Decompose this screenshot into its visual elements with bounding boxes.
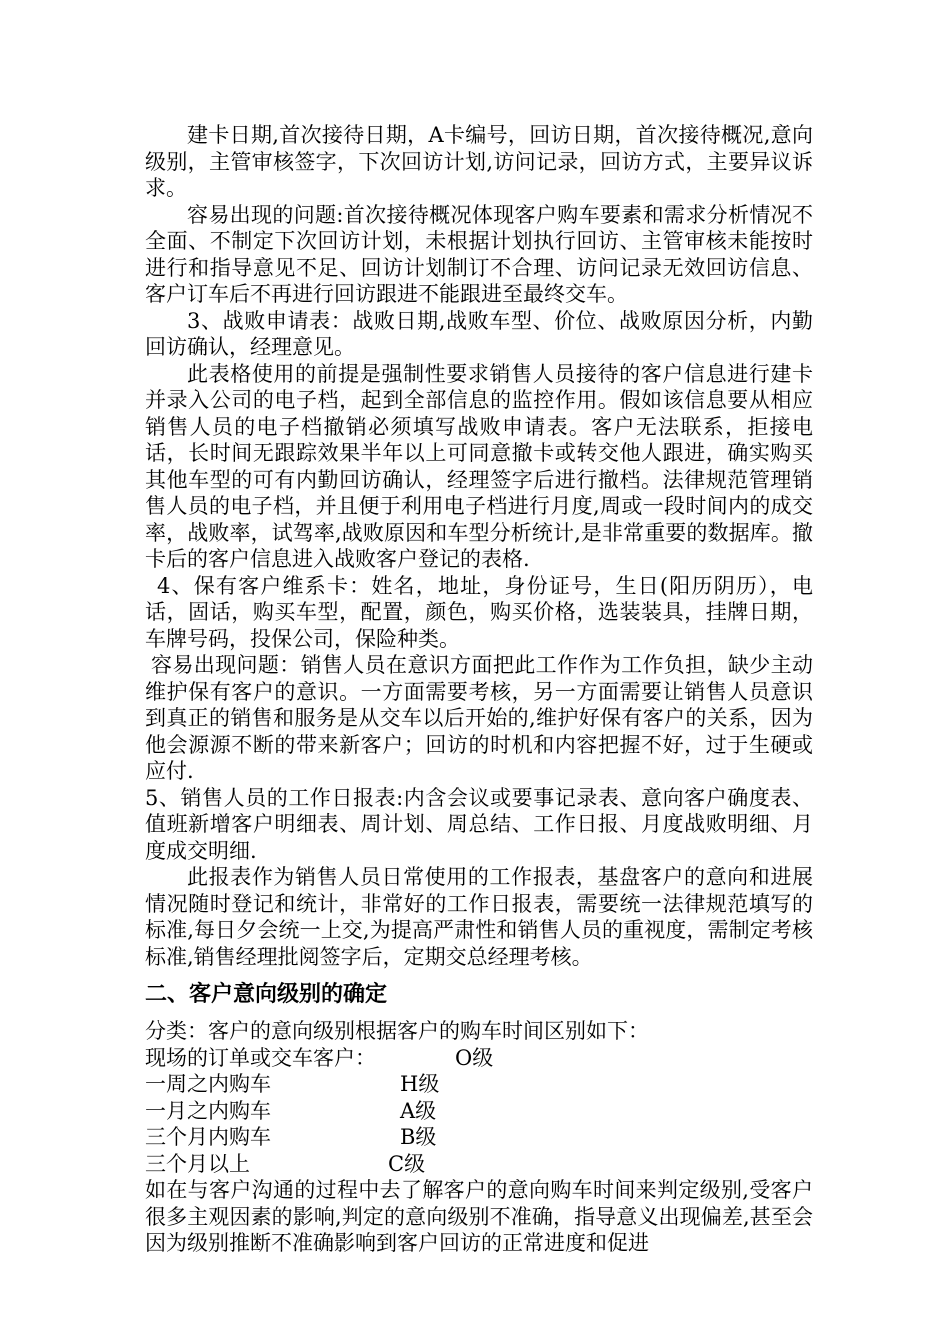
paragraph-card-fields: 建卡日期,首次接待日期，A卡编号，回访日期，首次接待概况,意向级别，主管审核签字，下次回访计划,访问记录，回访方式，主要异议诉求。 (145, 123, 813, 200)
document-page (145, 122, 813, 1257)
level-value: H级 (400, 1072, 440, 1096)
closing-paragraph: 如在与客户沟通的过程中去了解客户的意向购车时间来判定级别,受客户很多主观因素的影响,判定的意向级别不准确，指导意义出现偏差,甚至会因为级别推断不准确影响到客户回访的正常进度和促进 (145, 1178, 813, 1255)
level-value: B级 (400, 1125, 437, 1149)
level-value: A级 (400, 1098, 437, 1123)
level-row (145, 1098, 813, 1125)
section-heading: 二、客户意向级别的确定 (145, 982, 388, 1007)
level-list (145, 1045, 813, 1178)
level-row (145, 1045, 813, 1072)
level-label: 一周之内购车 (145, 1072, 271, 1096)
paragraph-defeat-form: 3、战败申请表：战败日期,战败车型、价位、战败原因分析，内勤回访确认，经理意见。 (145, 308, 813, 359)
paragraph-daily-report-usage: 此报表作为销售人员日常使用的工作报表，基盘客户的意向和进展情况随时登记和统计，非常好的工作日报表，需要统一法律规范填写的标准,每日夕会统一上交,为提高严肃性和销售人员的重视度，需制定考核标准,销售经理批阅签字后，定期交总经理考核。 (145, 865, 813, 969)
level-row (145, 1151, 813, 1178)
level-value: O级 (455, 1045, 494, 1070)
paragraph-daily-report: 5、销售人员的工作日报表:内含会议或要事记录表、意向客户确度表、值班新增客户明细表、周计划、周总结、工作日报、月度战败明细、月度成交明细. (145, 785, 813, 863)
paragraph-common-issues: 容易出现的问题:首次接待概况体现客户购车要素和需求分析情况不全面、不制定下次回访计划，未根据计划执行回访、主管审核未能按时进行和指导意见不足、回访计划制订不合理、访问记录无效回访信息、客户订车后不再进行回访跟进不能跟进至最终交车。 (145, 202, 813, 306)
level-label: 一月之内购车 (145, 1098, 271, 1123)
paragraph-retention-issues: 容易出现问题：销售人员在意识方面把此工作作为工作负担，缺少主动维护保有客户的意识。一方面需要考核，另一方面需要让销售人员意识到真正的销售和服务是从交车以后开始的,维护好保有客户的关系，因为他会源源不断的带来新客户；回访的时机和内容把握不好，过于生硬或应付. (145, 653, 813, 783)
level-row (145, 1124, 813, 1151)
level-label: 现场的订单或交车客户： (145, 1045, 376, 1070)
level-row (145, 1071, 813, 1098)
paragraph-retention-card: 4、保有客户维系卡：姓名，地址，身份证号，生日(阳历阴历），电话，固话，购买车型，配置，颜色，购买价格，选装装具，挂牌日期，车牌号码，投保公司，保险种类。 (145, 573, 813, 651)
level-label: 三个月以上 (145, 1151, 250, 1176)
paragraph-defeat-form-usage: 此表格使用的前提是强制性要求销售人员接待的客户信息进行建卡并录入公司的电子档，起到全部信息的监控作用。假如该信息要从相应销售人员的电子档撤销必须填写战败申请表。客户无法联系，拒接电话，长时间无跟踪效果半年以上可同意撤卡或转交他人跟进，确实购买其他车型的可有内勤回访确认，经理签字后进行撤档。法律规范管理销售人员的电子档，并且便于利用电子档进行月度,周或一段时间内的成交率，战败率，试驾率,战败原因和车型分析统计,是非常重要的数据库。撤卡后的客户信息进入战败客户登记的表格. (145, 361, 813, 571)
level-label: 三个月内购车 (145, 1125, 271, 1149)
level-value: C级 (388, 1151, 426, 1176)
classification-intro: 分类：客户的意向级别根据客户的购车时间区别如下： (145, 1019, 649, 1043)
